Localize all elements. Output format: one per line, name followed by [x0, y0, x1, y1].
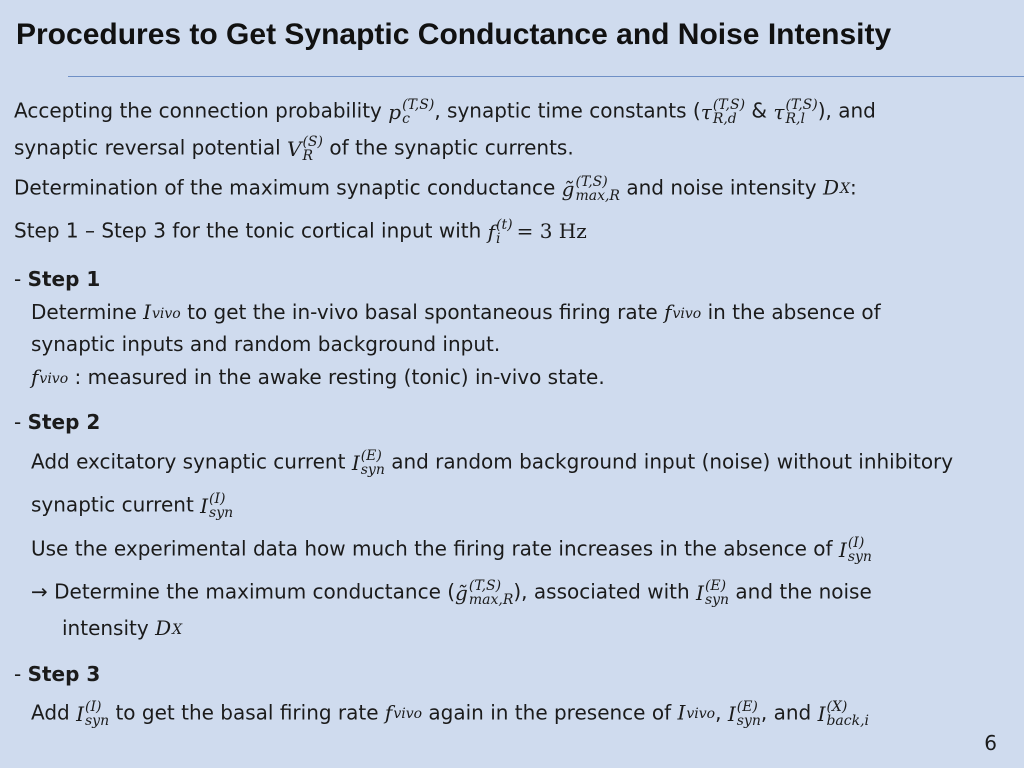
page-number: 6: [984, 731, 997, 755]
arrow-right-icon: →: [31, 579, 48, 604]
step-1-line-1: Determine I vivo to get the in-vivo basal spontaneous firing rate f vivo in the absence of: [31, 300, 881, 324]
step-2-line-2: synaptic current I (I) syn: [31, 491, 234, 521]
title-divider: [68, 76, 1024, 77]
step-1-line-2: synaptic inputs and random background input.: [31, 332, 501, 356]
intro-line-2: synaptic reversal potential V (S) R of the synaptic currents.: [14, 134, 574, 164]
step-2-heading: - Step 2: [14, 410, 101, 434]
step-1-line-3: f vivo : measured in the awake resting (tonic) in-vivo state.: [31, 365, 605, 389]
step-2-line-4: → Determine the maximum conductance (g̃ (T,S) max,R ), associated with I (E) syn and the noise: [31, 578, 872, 608]
intro-line-4: Step 1 – Step 3 for the tonic cortical input with f (t) i = 3 Hz: [14, 217, 587, 247]
intro-line-1: Accepting the connection probability p (T,S) c , synaptic time constants (τ (T,S) R,d & τ (T,S) R,l ), and: [14, 97, 876, 127]
step-2-line-1: Add excitatory synaptic current I (E) syn and random background input (noise) without inhibitory: [31, 448, 954, 478]
step-1-heading: - Step 1: [14, 267, 101, 291]
step-3-heading: - Step 3: [14, 662, 101, 686]
step-2-line-3: Use the experimental data how much the firing rate increases in the absence of I (I) syn: [31, 535, 872, 565]
page-title: Procedures to Get Synaptic Conductance and Noise Intensity: [16, 18, 892, 51]
intro-line-3: Determination of the maximum synaptic conductance g̃ (T,S) max,R and noise intensity D X :: [14, 174, 857, 204]
step-2-line-5: intensity D X: [62, 616, 183, 640]
step-3-line-1: Add I (I) syn to get the basal firing rate f vivo again in the presence of I vivo , I (E) syn , and I (X) back,i: [31, 699, 870, 729]
